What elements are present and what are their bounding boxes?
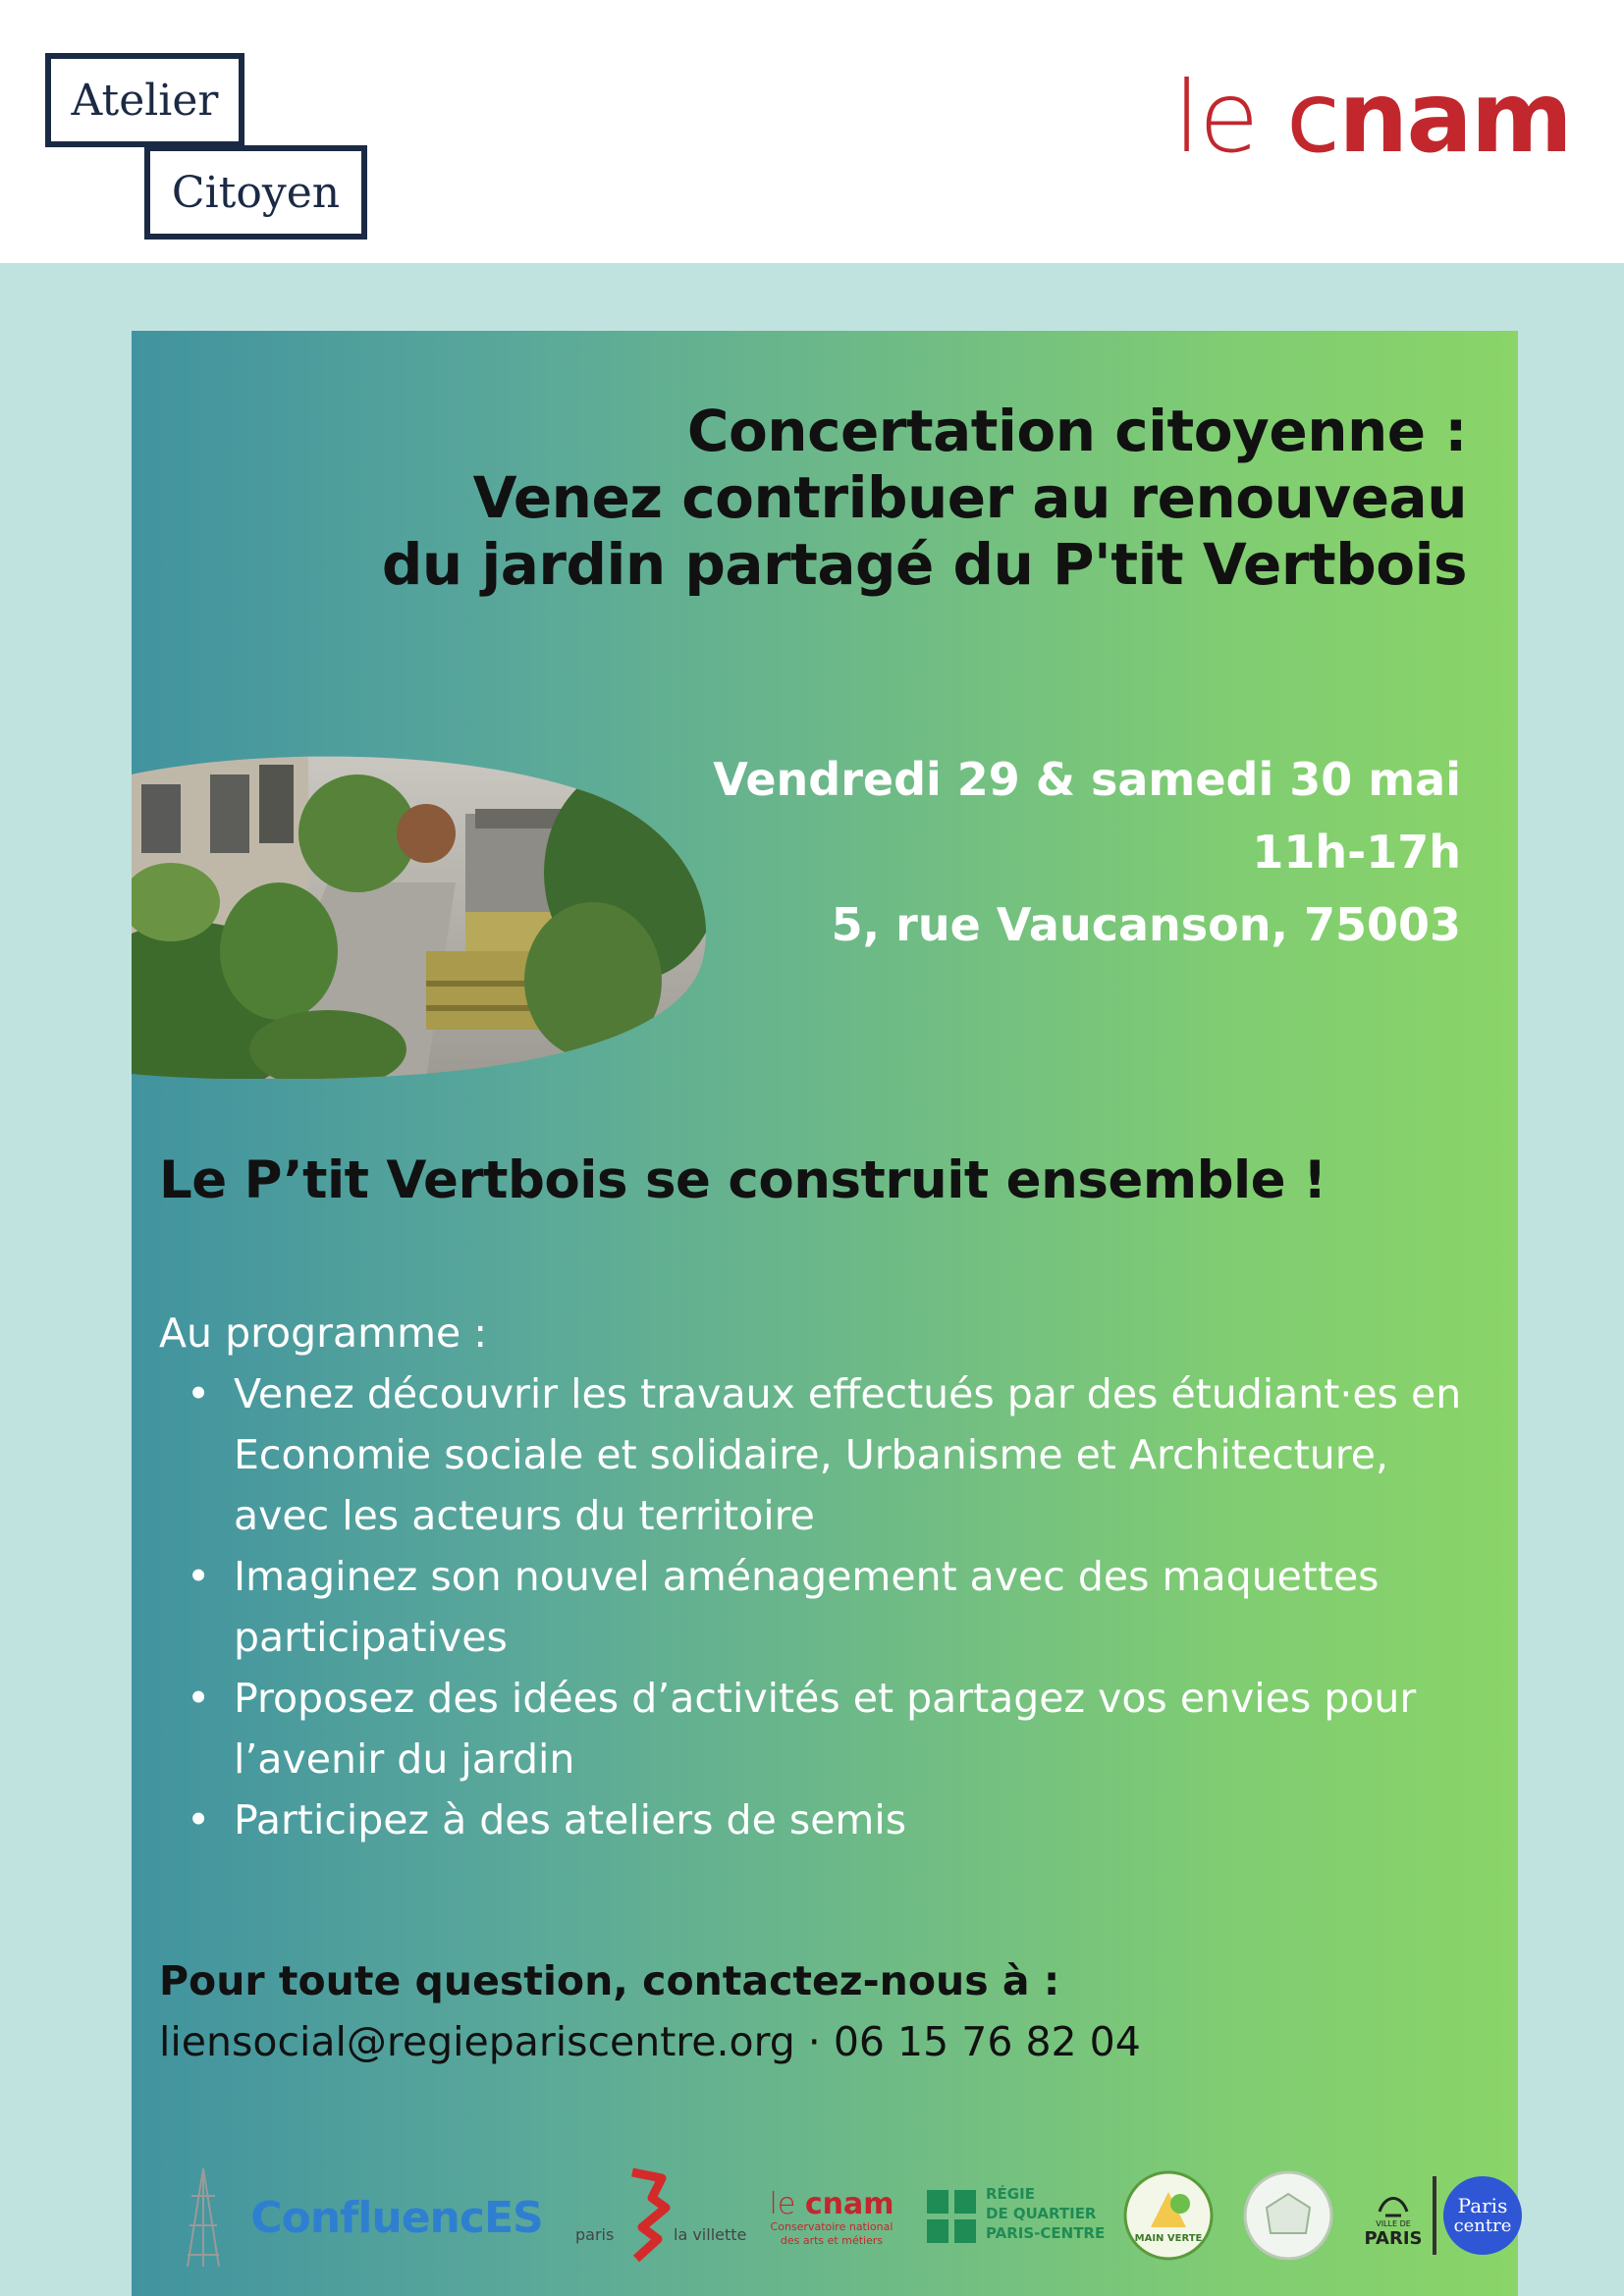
partner-logos: [169, 2157, 1512, 2274]
title-line-2: Venez contribuer au renouveau: [472, 464, 1467, 531]
program-item: • Imaginez son nouvel aménagement avec des maquettes participatives: [234, 1546, 1494, 1668]
program-list: [159, 1363, 1494, 1850]
poster-subtitle: Le P’tit Vertbois se construit ensemble !: [159, 1150, 1326, 1210]
cnam-logo-nam: nam: [1338, 60, 1571, 175]
cnam-logo-le: le: [1173, 60, 1287, 175]
regie-text: RÉGIE: [986, 2185, 1035, 2203]
logo-citoyen-text: Citoyen: [171, 167, 341, 218]
paris-logo: [1359, 2180, 1428, 2259]
paris-big-text: PARIS: [1364, 2228, 1423, 2249]
paris-villette-logo: [546, 2168, 752, 2267]
regie-text: DE QUARTIER: [986, 2205, 1097, 2222]
event-address: 5, rue Vaucanson, 75003: [831, 898, 1461, 951]
cnam-small-caption: Conservatoire national: [770, 2220, 893, 2233]
confluences-text: ConfluencES: [250, 2192, 543, 2243]
poster-panel: [132, 331, 1518, 2296]
cnam-small-le: le: [769, 2187, 805, 2221]
program-item: • Venez découvrir les travaux effectués par des étudiant·es en Economie sociale et solidaire, Urbanisme et Architecture, avec les acteurs du territoire: [234, 1363, 1494, 1546]
contact-details[interactable]: liensocial@regiepariscentre.org · 06 15 76 82 04: [159, 2018, 1141, 2065]
paris-small-text: VILLE DE: [1376, 2219, 1411, 2228]
program-item: • Proposez des idées d’activités et partagez vos envies pour l’avenir du jardin: [234, 1668, 1494, 1789]
cnam-small-nam: cnam: [804, 2187, 894, 2221]
logo-box-citoyen: [144, 145, 367, 240]
event-dates: Vendredi 29 & samedi 30 mai: [713, 753, 1461, 806]
paris-centre-text: Paris: [1457, 2194, 1508, 2217]
cnam-logo: [1173, 60, 1571, 175]
regie-quartier-logo: [925, 2178, 1106, 2257]
villette-text-right: la villette: [674, 2225, 747, 2244]
title-line-1: Concertation citoyenne :: [686, 398, 1467, 464]
cnam-small-caption: des arts et métiers: [780, 2234, 884, 2247]
event-details: [577, 743, 1461, 961]
poster-title: [190, 398, 1467, 598]
paris-centre-text: centre: [1453, 2216, 1512, 2236]
tower-logo-icon: [179, 2164, 228, 2270]
header: [0, 0, 1624, 263]
confluences-logo: [249, 2186, 544, 2249]
divider: [1433, 2176, 1436, 2255]
program-item: • Participez à des ateliers de semis: [234, 1789, 1494, 1850]
contact-section: [159, 1950, 1141, 2072]
contact-question: Pour toute question, contactez-nous à :: [159, 1957, 1060, 2004]
cnam-logo-c: c: [1286, 60, 1339, 175]
main-verte-text: MAIN VERTE: [1134, 2233, 1203, 2244]
atelier-citoyen-logo: [45, 53, 369, 240]
event-hours: 11h-17h: [1252, 826, 1461, 879]
paris-centre-logo: [1443, 2176, 1522, 2255]
villette-text-left: paris: [575, 2225, 615, 2244]
main-verte-logo: [1119, 2166, 1218, 2265]
program-section: [159, 1303, 1494, 1850]
logo-atelier-text: Atelier: [71, 75, 219, 126]
regie-text: PARIS-CENTRE: [986, 2224, 1106, 2242]
cnam-small-logo: [758, 2174, 905, 2263]
title-line-3: du jardin partagé du P'tit Vertbois: [381, 531, 1467, 598]
logo-box-atelier: [45, 53, 244, 147]
program-intro: Au programme :: [159, 1309, 488, 1357]
jardin-round-logo-icon: [1239, 2166, 1337, 2265]
